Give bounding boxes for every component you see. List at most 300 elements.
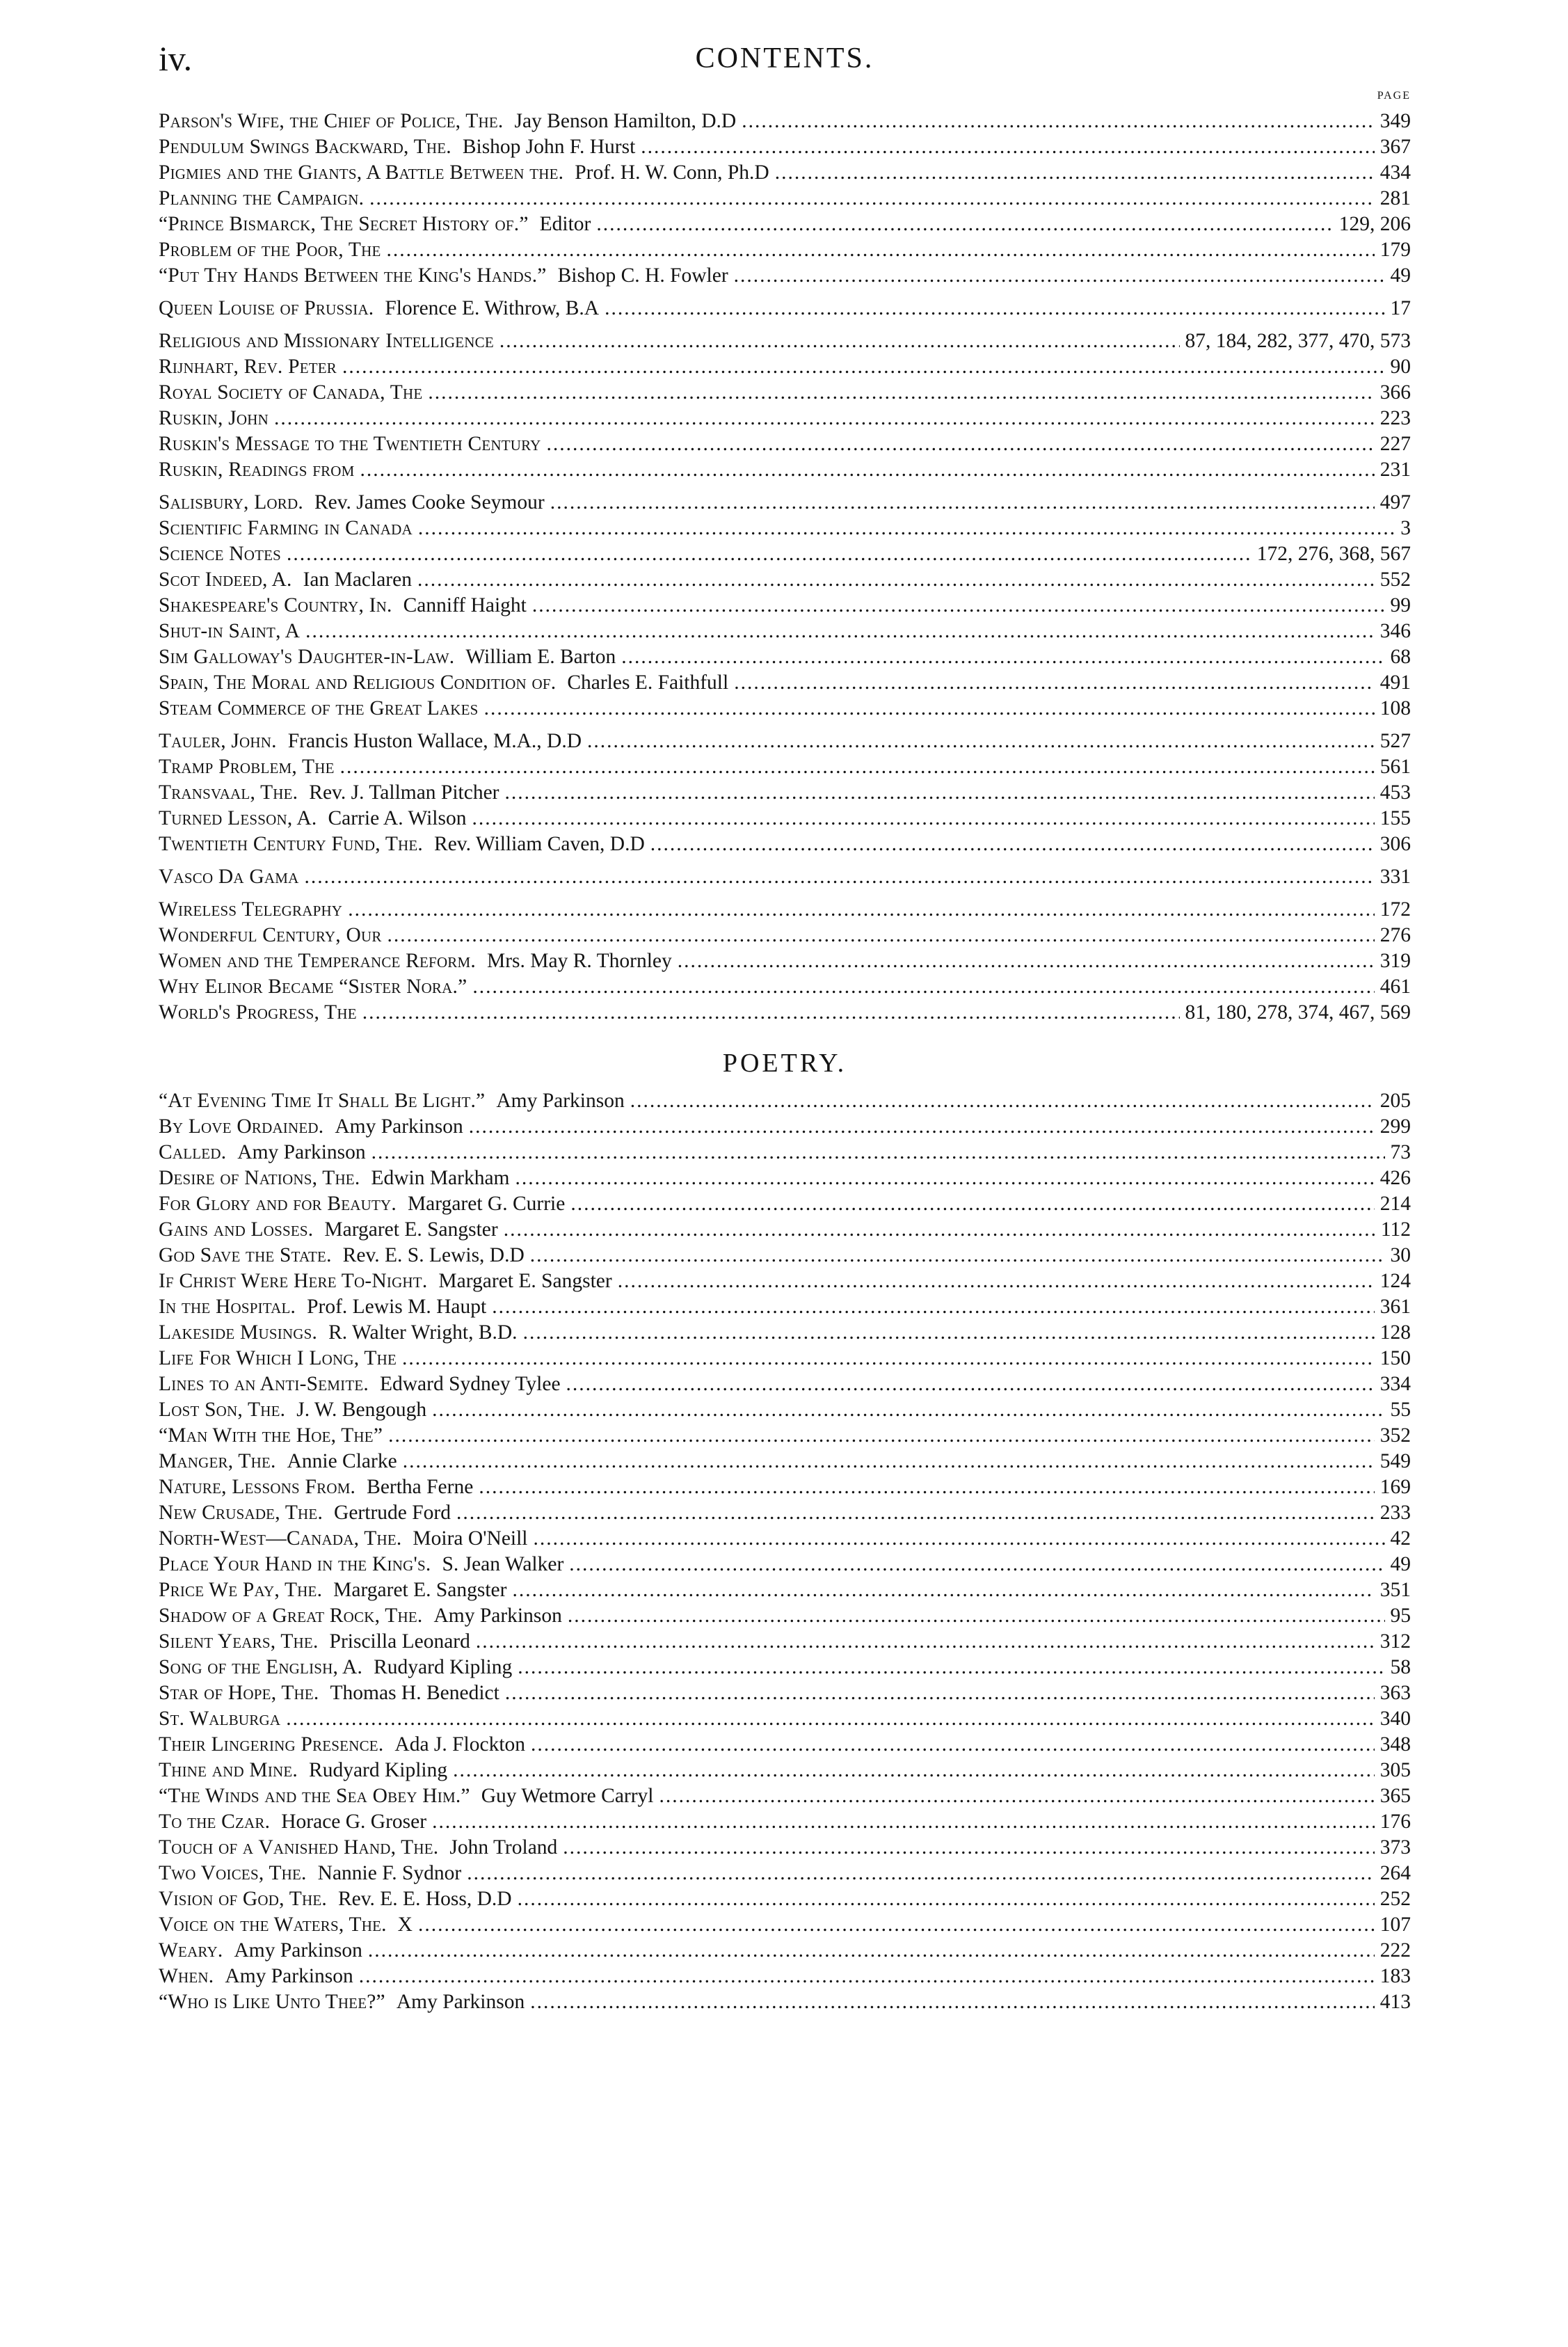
contents-entry bbox=[159, 186, 1411, 212]
dot-leader bbox=[499, 328, 1180, 354]
entry-author: Amy Parkinson bbox=[433, 1605, 562, 1627]
entry-author: Jay Benson Hamilton, D.D bbox=[514, 110, 737, 132]
dot-leader bbox=[432, 1397, 1384, 1423]
entry-author: Rev. J. Tallman Pitcher bbox=[309, 781, 499, 804]
dot-leader bbox=[342, 354, 1385, 380]
contents-entry bbox=[159, 1346, 1411, 1371]
entry-title: “At Evening Time It Shall Be Light.” bbox=[159, 1090, 486, 1112]
entry-title: Thine and Mine. bbox=[159, 1759, 298, 1781]
entry-page-number: 334 bbox=[1379, 1373, 1411, 1395]
dot-leader bbox=[518, 1655, 1384, 1680]
contents-entry bbox=[159, 1886, 1411, 1912]
dot-leader bbox=[515, 1165, 1375, 1191]
page-number: iv. bbox=[159, 39, 193, 78]
entry-title: Life For Which I Long, The bbox=[159, 1347, 397, 1369]
entry-title: Planning the Campaign. bbox=[159, 187, 365, 209]
dot-leader bbox=[340, 754, 1375, 780]
dot-leader bbox=[621, 644, 1384, 670]
entry-page-number: 73 bbox=[1390, 1141, 1411, 1163]
dot-leader bbox=[550, 490, 1375, 516]
entry-page-number: 252 bbox=[1379, 1888, 1411, 1910]
prose-contents-list bbox=[159, 109, 1411, 1026]
dot-leader bbox=[523, 1320, 1375, 1346]
entry-page-number: 373 bbox=[1379, 1836, 1411, 1859]
entry-title: Star of Hope, The. bbox=[159, 1682, 319, 1704]
entry-page-number: 549 bbox=[1379, 1450, 1411, 1472]
dot-leader bbox=[570, 1191, 1374, 1217]
contents-entry bbox=[159, 237, 1411, 263]
entry-page-number: 352 bbox=[1379, 1424, 1411, 1447]
contents-entry bbox=[159, 1809, 1411, 1835]
entry-page-number: 49 bbox=[1390, 1553, 1411, 1575]
entry-title: For Glory and for Beauty. bbox=[159, 1193, 397, 1215]
contents-entry bbox=[159, 380, 1411, 406]
dot-leader bbox=[428, 380, 1374, 406]
contents-entry bbox=[159, 974, 1411, 1000]
contents-entry bbox=[159, 1268, 1411, 1294]
dot-leader bbox=[388, 1423, 1375, 1449]
contents-entry bbox=[159, 1397, 1411, 1423]
dot-leader bbox=[467, 1861, 1375, 1886]
entry-author: Bishop John F. Hurst bbox=[462, 136, 636, 158]
dot-leader bbox=[418, 1912, 1375, 1938]
entry-title: Their Lingering Presence. bbox=[159, 1733, 384, 1756]
entry-title: Pendulum Swings Backward, The. bbox=[159, 136, 451, 158]
entry-author: Canniff Haight bbox=[403, 594, 527, 616]
entry-author: Rev. E. E. Hoss, D.D bbox=[337, 1888, 512, 1910]
dot-leader bbox=[532, 593, 1385, 619]
entry-title: Ruskin's Message to the Twentieth Century bbox=[159, 433, 541, 455]
contents-entry bbox=[159, 1449, 1411, 1474]
entry-title: “Prince Bismarck, The Secret History of.” bbox=[159, 213, 529, 235]
dot-leader bbox=[505, 1680, 1375, 1706]
entry-page-number: 17 bbox=[1390, 297, 1411, 319]
entry-page-number: 183 bbox=[1379, 1965, 1411, 1987]
entry-title: World's Progress, The bbox=[159, 1001, 357, 1024]
entry-author: Gertrude Ford bbox=[334, 1502, 451, 1524]
entry-title: Problem of the Poor, The bbox=[159, 239, 381, 261]
entry-author: Priscilla Leonard bbox=[329, 1630, 470, 1653]
entry-page-number: 434 bbox=[1379, 161, 1411, 184]
contents-entry bbox=[159, 754, 1411, 780]
entry-title: Turned Lesson, A. bbox=[159, 807, 317, 829]
dot-leader bbox=[472, 806, 1374, 832]
dot-leader bbox=[386, 237, 1374, 263]
entry-author: Annie Clarke bbox=[287, 1450, 397, 1472]
entry-title: Lines to an Anti-Semite. bbox=[159, 1373, 369, 1395]
entry-page-number: 461 bbox=[1379, 976, 1411, 998]
dot-leader bbox=[530, 1243, 1385, 1268]
entry-page-number: 413 bbox=[1379, 1991, 1411, 2013]
contents-entry bbox=[159, 1217, 1411, 1243]
entry-title: Parson's Wife, the Chief of Police, The. bbox=[159, 110, 504, 132]
contents-entry bbox=[159, 1552, 1411, 1577]
contents-entry bbox=[159, 1140, 1411, 1165]
dot-leader bbox=[563, 1835, 1374, 1861]
entry-page-number: 223 bbox=[1379, 407, 1411, 429]
contents-entry bbox=[159, 1191, 1411, 1217]
dot-leader bbox=[587, 729, 1375, 754]
entry-page-number: 87, 184, 282, 377, 470, 573 bbox=[1185, 330, 1411, 352]
contents-entry bbox=[159, 457, 1411, 483]
entry-title: Silent Years, The. bbox=[159, 1630, 319, 1653]
entry-page-number: 108 bbox=[1379, 697, 1411, 719]
entry-page-number: 150 bbox=[1379, 1347, 1411, 1369]
entry-page-number: 497 bbox=[1379, 491, 1411, 514]
entry-author: Amy Parkinson bbox=[335, 1115, 463, 1138]
dot-leader bbox=[566, 1371, 1375, 1397]
entry-page-number: 305 bbox=[1379, 1759, 1411, 1781]
entry-page-number: 214 bbox=[1379, 1193, 1411, 1215]
entry-title: “Who is Like Unto Thee?” bbox=[159, 1991, 385, 2013]
entry-title: Shakespeare's Country, In. bbox=[159, 594, 392, 616]
contents-entry bbox=[159, 160, 1411, 186]
dot-leader bbox=[286, 1706, 1375, 1732]
dot-leader bbox=[472, 974, 1374, 1000]
dot-leader bbox=[369, 186, 1375, 212]
entry-title: Shadow of a Great Rock, The. bbox=[159, 1605, 423, 1627]
entry-author: Moira O'Neill bbox=[413, 1527, 528, 1550]
contents-entry bbox=[159, 431, 1411, 457]
contents-entry bbox=[159, 1964, 1411, 1989]
contents-entry bbox=[159, 1474, 1411, 1500]
dot-leader bbox=[504, 1217, 1375, 1243]
entry-title: Tauler, John. bbox=[159, 730, 277, 752]
entry-page-number: 319 bbox=[1379, 950, 1411, 972]
contents-entry bbox=[159, 619, 1411, 644]
entry-title: “Put Thy Hands Between the King's Hands.” bbox=[159, 264, 547, 287]
dot-leader bbox=[678, 948, 1375, 974]
entry-title: Transvaal, The. bbox=[159, 781, 298, 804]
contents-entry bbox=[159, 490, 1411, 516]
contents-entry bbox=[159, 780, 1411, 806]
entry-page-number: 276 bbox=[1379, 924, 1411, 946]
contents-entry bbox=[159, 832, 1411, 857]
entry-page-number: 365 bbox=[1379, 1785, 1411, 1807]
entry-author: Margaret E. Sangster bbox=[333, 1579, 507, 1601]
entry-page-number: 348 bbox=[1379, 1733, 1411, 1756]
entry-page-number: 281 bbox=[1379, 187, 1411, 209]
dot-leader bbox=[734, 263, 1385, 289]
entry-page-number: 172 bbox=[1379, 898, 1411, 921]
entry-author: R. Walter Wright, B.D. bbox=[328, 1321, 518, 1344]
contents-entry bbox=[159, 1758, 1411, 1783]
contents-entry bbox=[159, 1500, 1411, 1526]
contents-entry bbox=[159, 729, 1411, 754]
entry-author: Florence E. Withrow, B.A bbox=[385, 297, 600, 319]
entry-title: In the Hospital. bbox=[159, 1296, 296, 1318]
entry-page-number: 306 bbox=[1379, 833, 1411, 855]
entry-title: “The Winds and the Sea Obey Him.” bbox=[159, 1785, 470, 1807]
entry-author: Edwin Markham bbox=[371, 1167, 510, 1189]
contents-entry bbox=[159, 864, 1411, 890]
entry-title: Touch of a Vanished Hand, The. bbox=[159, 1836, 439, 1859]
page-column-label: PAGE bbox=[1377, 90, 1411, 102]
entry-author: Nannie F. Sydnor bbox=[317, 1862, 462, 1884]
dot-leader bbox=[505, 780, 1375, 806]
entry-page-number: 30 bbox=[1390, 1244, 1411, 1266]
entry-page-number: 351 bbox=[1379, 1579, 1411, 1601]
entry-page-number: 227 bbox=[1379, 433, 1411, 455]
entry-author: Amy Parkinson bbox=[225, 1965, 353, 1987]
entry-page-number: 169 bbox=[1379, 1476, 1411, 1498]
entry-page-number: 222 bbox=[1379, 1939, 1411, 1962]
contents-entry bbox=[159, 516, 1411, 541]
dot-leader bbox=[641, 134, 1374, 160]
entry-page-number: 90 bbox=[1390, 356, 1411, 378]
entry-page-number: 426 bbox=[1379, 1167, 1411, 1189]
entry-author: Amy Parkinson bbox=[237, 1141, 366, 1163]
entry-title: Gains and Losses. bbox=[159, 1218, 314, 1241]
entry-author: Amy Parkinson bbox=[234, 1939, 362, 1962]
entry-title: Religious and Missionary Intelligence bbox=[159, 330, 494, 352]
entry-title: Vision of God, The. bbox=[159, 1888, 327, 1910]
entry-title: “Man With the Hoe, The” bbox=[159, 1424, 383, 1447]
entry-title: Lakeside Musings. bbox=[159, 1321, 318, 1344]
entry-author: Rudyard Kipling bbox=[309, 1759, 448, 1781]
contents-entry bbox=[159, 670, 1411, 696]
entry-author: Mrs. May R. Thornley bbox=[486, 950, 672, 972]
dot-leader bbox=[417, 567, 1375, 593]
entry-author: Francis Huston Wallace, M.A., D.D bbox=[287, 730, 582, 752]
entry-author: Margaret E. Sangster bbox=[438, 1270, 612, 1292]
entry-title: Two Voices, The. bbox=[159, 1862, 307, 1884]
entry-author: Rev. William Caven, D.D bbox=[434, 833, 645, 855]
entry-page-number: 155 bbox=[1379, 807, 1411, 829]
entry-author: Ian Maclaren bbox=[303, 568, 412, 591]
contents-entry bbox=[159, 593, 1411, 619]
entry-page-number: 68 bbox=[1390, 646, 1411, 668]
entry-title: Vasco Da Gama bbox=[159, 866, 299, 888]
entry-title: Steam Commerce of the Great Lakes bbox=[159, 697, 479, 719]
entry-author: Amy Parkinson bbox=[496, 1090, 625, 1112]
entry-title: North-West—Canada, The. bbox=[159, 1527, 402, 1550]
contents-entry bbox=[159, 1603, 1411, 1629]
contents-entry bbox=[159, 1655, 1411, 1680]
entry-page-number: 42 bbox=[1390, 1527, 1411, 1550]
entry-author: Horace G. Groser bbox=[281, 1811, 427, 1833]
dot-leader bbox=[403, 1449, 1375, 1474]
dot-leader bbox=[618, 1268, 1375, 1294]
dot-leader bbox=[518, 1886, 1375, 1912]
entry-page-number: 129, 206 bbox=[1338, 213, 1411, 235]
dot-leader bbox=[387, 923, 1375, 948]
contents-entry bbox=[159, 109, 1411, 134]
entry-title: Scientific Farming in Canada bbox=[159, 517, 413, 539]
entry-author: Ada J. Flockton bbox=[394, 1733, 526, 1756]
contents-entry bbox=[159, 1835, 1411, 1861]
dot-leader bbox=[305, 619, 1375, 644]
entry-page-number: 107 bbox=[1379, 1914, 1411, 1936]
entry-title: St. Walburga bbox=[159, 1708, 281, 1730]
entry-author: J. W. Bengough bbox=[296, 1399, 427, 1421]
dot-leader bbox=[456, 1500, 1375, 1526]
entry-page-number: 299 bbox=[1379, 1115, 1411, 1138]
entry-page-number: 453 bbox=[1379, 781, 1411, 804]
entry-author: Margaret G. Currie bbox=[407, 1193, 566, 1215]
entry-title: Ruskin, Readings from bbox=[159, 459, 355, 481]
entry-title: Tramp Problem, The bbox=[159, 756, 335, 778]
dot-leader bbox=[479, 1474, 1374, 1500]
contents-entry bbox=[159, 1320, 1411, 1346]
contents-entry bbox=[159, 328, 1411, 354]
entry-author: Amy Parkinson bbox=[396, 1991, 525, 2013]
entry-page-number: 233 bbox=[1379, 1502, 1411, 1524]
dot-leader bbox=[659, 1783, 1375, 1809]
entry-page-number: 312 bbox=[1379, 1630, 1411, 1653]
entry-page-number: 55 bbox=[1390, 1399, 1411, 1421]
dot-leader bbox=[484, 696, 1375, 722]
entry-author: Prof. H. W. Conn, Ph.D bbox=[575, 161, 769, 184]
contents-entry bbox=[159, 296, 1411, 321]
contents-entry bbox=[159, 923, 1411, 948]
contents-entry bbox=[159, 644, 1411, 670]
entry-page-number: 349 bbox=[1379, 110, 1411, 132]
contents-entry bbox=[159, 1000, 1411, 1026]
entry-author: Rudyard Kipling bbox=[374, 1656, 513, 1678]
entry-title: Price We Pay, The. bbox=[159, 1579, 323, 1601]
entry-author: Edward Sydney Tylee bbox=[379, 1373, 561, 1395]
contents-entry bbox=[159, 1243, 1411, 1268]
poetry-contents-list bbox=[159, 1088, 1411, 2015]
entry-title: Desire of Nations, The. bbox=[159, 1167, 360, 1189]
entry-page-number: 3 bbox=[1400, 517, 1411, 539]
dot-leader bbox=[547, 431, 1375, 457]
entry-title: Scot Indeed, A. bbox=[159, 568, 292, 591]
dot-leader bbox=[605, 296, 1384, 321]
contents-entry bbox=[159, 1088, 1411, 1114]
entry-title: Lost Son, The. bbox=[159, 1399, 286, 1421]
entry-title: Weary. bbox=[159, 1939, 223, 1962]
dot-leader bbox=[596, 212, 1333, 237]
dot-leader bbox=[368, 1938, 1375, 1964]
contents-entry bbox=[159, 1912, 1411, 1938]
entry-page-number: 112 bbox=[1380, 1218, 1411, 1241]
dot-leader bbox=[362, 1000, 1180, 1026]
dot-leader bbox=[531, 1732, 1375, 1758]
contents-entry bbox=[159, 1114, 1411, 1140]
dot-leader bbox=[742, 109, 1375, 134]
dot-leader bbox=[469, 1114, 1375, 1140]
entry-title: Place Your Hand in the King's. bbox=[159, 1553, 431, 1575]
contents-entry bbox=[159, 1629, 1411, 1655]
dot-leader bbox=[359, 1964, 1375, 1989]
entry-title: Queen Louise of Prussia. bbox=[159, 297, 374, 319]
entry-title: When. bbox=[159, 1965, 214, 1987]
contents-entry bbox=[159, 1861, 1411, 1886]
entry-author: Prof. Lewis M. Haupt bbox=[307, 1296, 487, 1318]
entry-title: Shut-in Saint, A bbox=[159, 620, 301, 642]
contents-entry bbox=[159, 567, 1411, 593]
entry-page-number: 340 bbox=[1379, 1708, 1411, 1730]
entry-title: Women and the Temperance Reform. bbox=[159, 950, 476, 972]
entry-page-number: 331 bbox=[1379, 866, 1411, 888]
contents-entry bbox=[159, 1706, 1411, 1732]
entry-page-number: 95 bbox=[1390, 1605, 1411, 1627]
dot-leader bbox=[534, 1526, 1385, 1552]
page-header bbox=[159, 28, 1411, 83]
contents-entry bbox=[159, 134, 1411, 160]
entry-author: Bishop C. H. Fowler bbox=[557, 264, 728, 287]
contents-entry bbox=[159, 1165, 1411, 1191]
contents-entry bbox=[159, 406, 1411, 431]
dot-leader bbox=[274, 406, 1375, 431]
entry-page-number: 366 bbox=[1379, 381, 1411, 404]
entry-author: Carrie A. Wilson bbox=[328, 807, 467, 829]
entry-page-number: 231 bbox=[1379, 459, 1411, 481]
contents-entry bbox=[159, 1680, 1411, 1706]
entry-page-number: 172, 276, 368, 567 bbox=[1256, 543, 1411, 565]
running-head: CONTENTS. bbox=[695, 42, 874, 74]
contents-entry bbox=[159, 806, 1411, 832]
dot-leader bbox=[512, 1577, 1374, 1603]
contents-entry bbox=[159, 1294, 1411, 1320]
contents-entry bbox=[159, 696, 1411, 722]
entry-author: Charles E. Faithfull bbox=[567, 671, 729, 694]
entry-title: Spain, The Moral and Religious Condition of. bbox=[159, 671, 557, 694]
entry-author: S. Jean Walker bbox=[442, 1553, 564, 1575]
contents-entry bbox=[159, 354, 1411, 380]
dot-leader bbox=[568, 1603, 1385, 1629]
dot-leader bbox=[630, 1088, 1375, 1114]
contents-page bbox=[159, 28, 1411, 2015]
entry-author: William E. Barton bbox=[465, 646, 616, 668]
dot-leader bbox=[650, 832, 1375, 857]
entry-title: Voice on the Waters, The. bbox=[159, 1914, 387, 1936]
entry-title: Salisbury, Lord. bbox=[159, 491, 303, 514]
dot-leader bbox=[530, 1989, 1375, 2015]
contents-entry bbox=[159, 1423, 1411, 1449]
contents-entry bbox=[159, 1577, 1411, 1603]
entry-title: By Love Ordained. bbox=[159, 1115, 324, 1138]
dot-leader bbox=[418, 516, 1395, 541]
entry-author: Thomas H. Benedict bbox=[330, 1682, 499, 1704]
entry-page-number: 561 bbox=[1379, 756, 1411, 778]
contents-entry bbox=[159, 948, 1411, 974]
entry-title: New Crusade, The. bbox=[159, 1502, 323, 1524]
entry-author: Guy Wetmore Carryl bbox=[481, 1785, 654, 1807]
entry-title: God Save the State. bbox=[159, 1244, 332, 1266]
entry-title: Pigmies and the Giants, A Battle Between the. bbox=[159, 161, 564, 184]
entry-page-number: 81, 180, 278, 374, 467, 569 bbox=[1185, 1001, 1411, 1024]
entry-page-number: 179 bbox=[1379, 239, 1411, 261]
entry-title: Manger, The. bbox=[159, 1450, 276, 1472]
entry-author: Editor bbox=[539, 213, 591, 235]
contents-entry bbox=[159, 897, 1411, 923]
entry-title: To the Czar. bbox=[159, 1811, 271, 1833]
entry-title: Twentieth Century Fund, The. bbox=[159, 833, 424, 855]
entry-page-number: 361 bbox=[1379, 1296, 1411, 1318]
entry-title: Sim Galloway's Daughter-in-Law. bbox=[159, 646, 455, 668]
entry-page-number: 205 bbox=[1379, 1090, 1411, 1112]
dot-leader bbox=[453, 1758, 1375, 1783]
entry-page-number: 176 bbox=[1379, 1811, 1411, 1833]
entry-title: Science Notes bbox=[159, 543, 282, 565]
entry-title: Nature, Lessons From. bbox=[159, 1476, 356, 1498]
contents-entry bbox=[159, 1783, 1411, 1809]
contents-entry bbox=[159, 1732, 1411, 1758]
contents-entry bbox=[159, 263, 1411, 289]
entry-title: Why Elinor Became “Sister Nora.” bbox=[159, 976, 467, 998]
contents-entry bbox=[159, 1526, 1411, 1552]
entry-page-number: 264 bbox=[1379, 1862, 1411, 1884]
entry-page-number: 128 bbox=[1379, 1321, 1411, 1344]
dot-leader bbox=[360, 457, 1375, 483]
entry-page-number: 49 bbox=[1390, 264, 1411, 287]
entry-author: Rev. James Cooke Seymour bbox=[314, 491, 545, 514]
dot-leader bbox=[371, 1140, 1385, 1165]
entry-title: Called. bbox=[159, 1141, 227, 1163]
